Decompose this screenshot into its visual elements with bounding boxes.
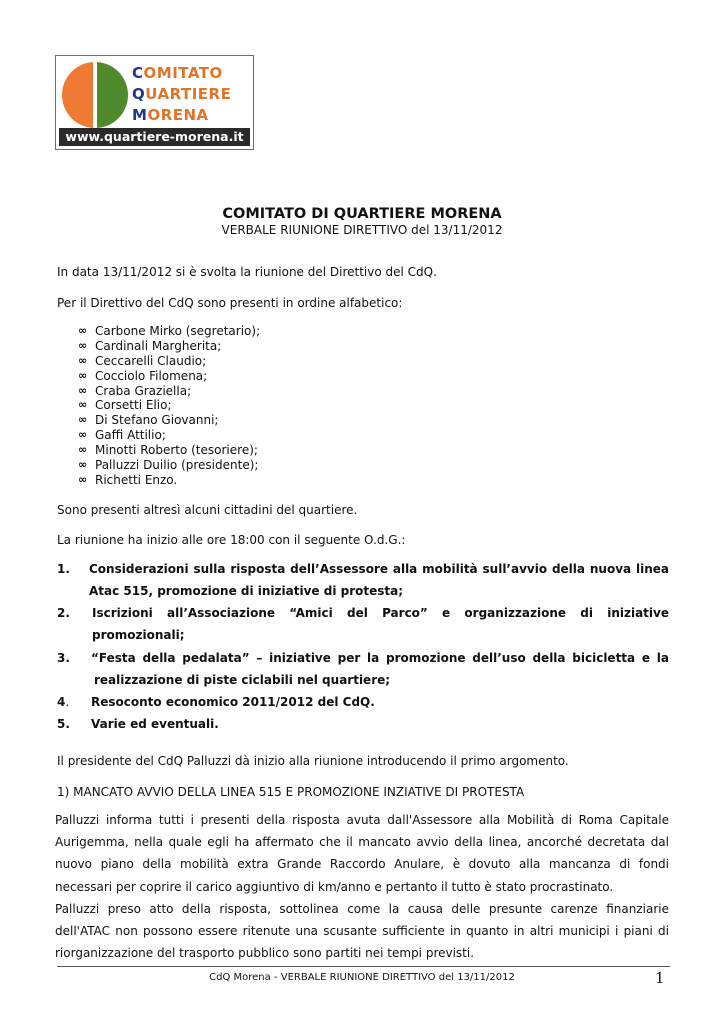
bullet-icon: ∞: [78, 413, 88, 427]
bullet-icon: ∞: [78, 472, 88, 486]
list-item: ∞ Gaffi Attilio;: [78, 428, 166, 443]
president-line: Il presidente del CdQ Palluzzi dà inizio alla riunione introducendo il primo argomento.: [57, 754, 569, 768]
paragraph-2: Palluzzi preso atto della risposta, sottolinea come la causa delle presunte carenze finanziarie dell'ATAC non possono essere ritenute una scusante sufficiente in quanto in altri municipi i piani di riorganizzazione del trasporto pubblico sono partiti nei tempi previsti.: [55, 902, 669, 961]
logo-url: www.quartiere-morena.it: [59, 128, 250, 146]
citizens-line: Sono presenti altresì alcuni cittadini del quartiere.: [57, 503, 358, 517]
bullet-icon: ∞: [78, 443, 88, 457]
footer-divider: [57, 966, 670, 967]
bullet-icon: ∞: [78, 324, 88, 337]
page-footer: CdQ Morena - VERBALE RIUNIONE DIRETTIVO del 13/11/2012: [209, 972, 515, 983]
list-item: ∞ Corsetti Elio;: [78, 398, 172, 413]
list-item: ∞ Ceccarelli Claudio;: [78, 353, 207, 368]
start-line: La riunione ha inizio alle ore 18:00 con il seguente O.d.G.:: [57, 533, 406, 547]
bullet-icon: ∞: [78, 398, 88, 412]
document-title: COMITATO DI QUARTIERE MORENA: [222, 206, 502, 222]
list-item: ∞ Carbone Mirko (segretario);: [78, 324, 261, 338]
committee-logo: [55, 55, 254, 150]
document-subtitle: VERBALE RIUNIONE DIRETTIVO del 13/11/2012: [221, 223, 503, 237]
bullet-icon: ∞: [78, 383, 88, 397]
list-item: ∞ Di Stefano Giovanni;: [78, 413, 219, 428]
section-1-heading: 1) MANCATO AVVIO DELLA LINEA 515 E PROMOZIONE INZIATIVE DI PROTESTA: [57, 785, 525, 799]
list-item: ∞ Palluzzi Duilio (presidente);: [78, 458, 259, 473]
bullet-icon: ∞: [78, 458, 88, 472]
document-page: COMITATO QUARTIERE MORENA www.quartiere-morena.it COMITATO DI QUARTIERE MORENA VERBALE RIUNIONE DIRETTIVO del 13/11/2012 In data 13/11/2012 si è svolta la riunione del Direttivo del CdQ. Per il Direttivo del CdQ sono presenti in ordine alfabetico: ∞ Carbone Mirko (segretario); ∞ Cardinali Margherita; ∞ Ceccarelli Claudio; ∞ Cocciolo Filomena; ∞ Craba Graziella; ∞ Corsetti Elio; ∞ Di Stefano Giovanni; ∞ Gaffi Attilio; ∞ Minotti Roberto (tesoriere); ∞ Palluzzi Duilio (presidente); ∞ Richetti Enzo. Sono presenti altresì alcuni cittadini del quartiere. La riunione ha inizio alle ore 18:00 con il seguente O.d.G.: 1. Considerazioni sulla risposta dell’Assessore alla mobilità sull’avvio della nuova linea Atac 515, promozione di iniziative di protesta; 2. Iscrizioni all’Associazione “Amici del Parco” e organizzazione di iniziative promozionali; 3. “Festa della pedalata” – iniziative per la promozione dell’uso della bicicletta e la realizzazione di piste ciclabili nel quartiere; 4. Resoconto economico 2011/2012 del CdQ. 5. Varie ed eventuali. Il presidente del CdQ Palluzzi dà inizio alla riunione introducendo il primo argomento. 1) MANCATO AVVIO DELLA LINEA 515 E PROMOZIONE INZIATIVE DI PROTESTA Palluzzi informa tutti i presenti della risposta avuta dall'Assessore alla Mobilità di Roma Capitale Aurigemma, nella quale egli ha affermato che il mancato avvio della linea, ancorché decretata dal nuovo piano della mobilità extra Grande Raccordo Anulare, è dovuto alla mancanza di fondi necessari per coprire il carico aggiuntivo di km/anno e pertanto il tutto è stato procrastinato. Palluzzi preso atto della risposta, sottolinea come la causa delle presunte carenze finanziarie dell'ATAC non possono essere ritenute una scusante sufficiente in quanto in altri municipi i piani di riorganizzazione del trasporto pubblico sono partiti nei tempi previsti. CdQ Morena - VERBALE RIUNIONE DIRETTIVO del 13/11/2012 1: [0, 0, 724, 1024]
logo-word-morena: MORENA: [132, 106, 209, 124]
intro-date-line: In data 13/11/2012 si è svolta la riunione del Direttivo del CdQ.: [57, 265, 437, 279]
member-list: [78, 324, 260, 488]
bullet-icon: ∞: [78, 338, 88, 352]
page-number: 1: [655, 969, 665, 987]
bullet-icon: ∞: [78, 353, 88, 367]
intro-present-line: Per il Direttivo del CdQ sono presenti in ordine alfabetico:: [57, 296, 403, 310]
logo-word-comitato: COMITATO: [132, 64, 223, 82]
logo-word-quartiere: QUARTIERE: [132, 85, 232, 103]
list-item: ∞ Minotti Roberto (tesoriere);: [78, 443, 258, 458]
paragraph-1: Palluzzi informa tutti i presenti della risposta avuta dall'Assessore alla Mobilità di Roma Capitale Aurigemma, nella quale egli ha affermato che il mancato avvio della linea, ancorché decretata dal nuovo piano della mobilità extra Grande Raccordo Anulare, è dovuto alla mancanza di fondi necessari per coprire il carico aggiuntivo di km/anno e pertanto il tutto è stato procrastinato.: [55, 813, 669, 894]
bullet-icon: ∞: [78, 368, 88, 382]
list-item: ∞ Cocciolo Filomena;: [78, 368, 208, 383]
list-item: ∞ Richetti Enzo.: [78, 472, 178, 487]
bullet-icon: ∞: [78, 428, 88, 442]
list-item: ∞ Cardinali Margherita;: [78, 338, 222, 353]
list-item: ∞ Craba Graziella;: [78, 383, 192, 398]
logo-circle-icon: [62, 62, 128, 128]
